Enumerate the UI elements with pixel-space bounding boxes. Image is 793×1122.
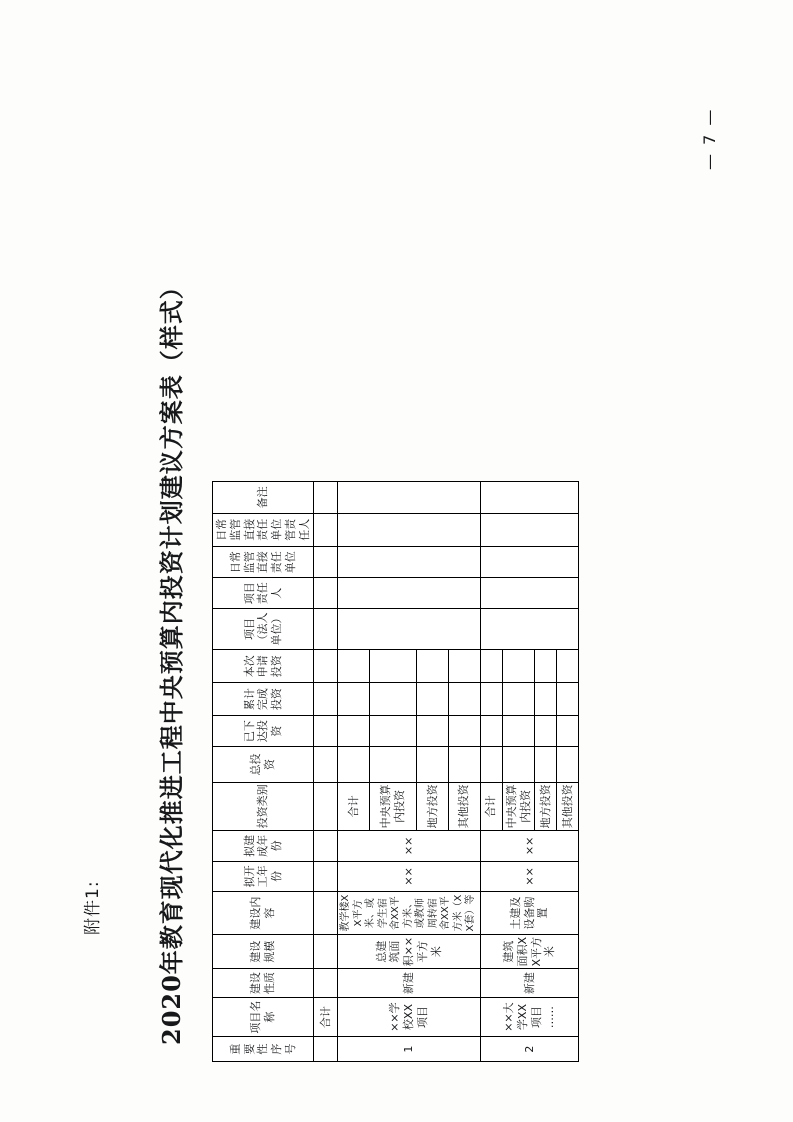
col-header-cumulative-completed: 累计完成投资 <box>213 683 314 715</box>
attachment-label: 附件1: <box>83 880 103 935</box>
row-total-investment <box>535 747 557 782</box>
row-daily-supervision-unit <box>480 546 579 577</box>
col-header-total-investment: 总投资 <box>213 747 314 782</box>
row-investment-type: 其他投资 <box>557 782 579 831</box>
col-header-project-legal-entity: 项目（法人单位） <box>213 609 314 650</box>
row-current-application <box>338 650 370 683</box>
table-row-total <box>314 482 338 1062</box>
row-daily-supervision-person <box>338 513 481 546</box>
total-seq <box>314 1037 338 1062</box>
row-cumulative-completed <box>338 683 370 715</box>
row-investment-type: 其他投资 <box>448 782 480 831</box>
row-project-manager <box>480 578 579 609</box>
col-header-planned-finish-year: 拟建成年份 <box>213 831 314 862</box>
col-header-current-application: 本次申请投资 <box>213 650 314 683</box>
total-sup-person <box>314 513 338 546</box>
col-header-construction-scale: 建设规模 <box>213 935 314 969</box>
row-seq: 1 <box>338 1037 481 1062</box>
row-project-legal-entity <box>338 609 481 650</box>
row-issued-investment <box>502 715 535 746</box>
col-header-planned-start-year: 拟开工年份 <box>213 861 314 892</box>
col-header-project-name: 项目名称 <box>213 997 314 1036</box>
row-issued-investment <box>417 715 449 746</box>
row-issued-investment <box>370 715 417 746</box>
col-header-seq: 重要性序号 <box>213 1037 314 1062</box>
row-investment-type: 中央预算内投资 <box>370 782 417 831</box>
total-nature <box>314 969 338 998</box>
row-issued-investment <box>535 715 557 746</box>
row-construction-scale: 总建筑面积××平方米 <box>338 935 481 969</box>
total-finish <box>314 831 338 862</box>
row-planned-finish-year: ×× <box>480 831 579 862</box>
table-row <box>338 482 370 1062</box>
row-total-investment <box>338 747 370 782</box>
col-header-project-manager: 项目责任人 <box>213 578 314 609</box>
row-daily-supervision-unit <box>338 546 481 577</box>
row-current-application <box>370 650 417 683</box>
row-issued-investment <box>448 715 480 746</box>
row-investment-type: 中央预算内投资 <box>502 782 535 831</box>
row-cumulative-completed <box>502 683 535 715</box>
row-current-application <box>535 650 557 683</box>
total-cumulative <box>314 683 338 715</box>
row-project-manager <box>338 578 481 609</box>
row-investment-type: 合计 <box>338 782 370 831</box>
total-start <box>314 861 338 892</box>
table-row <box>480 482 502 1062</box>
total-content <box>314 892 338 935</box>
row-investment-type: 地方投资 <box>417 782 449 831</box>
col-header-remark: 备注 <box>213 482 314 514</box>
row-construction-scale: 建筑面积XX平方米 <box>480 935 579 969</box>
row-current-application <box>417 650 449 683</box>
row-construction-nature: 新建 <box>338 969 481 998</box>
row-investment-type: 合计 <box>480 782 502 831</box>
row-project-name: ××大学XX项目 …… <box>480 997 579 1036</box>
row-planned-start-year: ×× <box>480 861 579 892</box>
row-remark <box>480 482 579 514</box>
total-scale <box>314 935 338 969</box>
row-cumulative-completed <box>557 683 579 715</box>
total-investment-type <box>314 782 338 831</box>
row-cumulative-completed <box>417 683 449 715</box>
row-total-investment <box>502 747 535 782</box>
row-cumulative-completed <box>370 683 417 715</box>
total-legal <box>314 609 338 650</box>
row-current-application <box>448 650 480 683</box>
total-issued <box>314 715 338 746</box>
row-remark <box>338 482 481 514</box>
col-header-construction-nature: 建设性质 <box>213 969 314 998</box>
row-investment-type: 地方投资 <box>535 782 557 831</box>
row-issued-investment <box>557 715 579 746</box>
row-current-application <box>502 650 535 683</box>
row-cumulative-completed <box>535 683 557 715</box>
total-sup-unit <box>314 546 338 577</box>
row-issued-investment <box>338 715 370 746</box>
col-header-daily-supervision-unit: 日常监管直接责任单位 <box>213 546 314 577</box>
total-total-investment <box>314 747 338 782</box>
row-cumulative-completed <box>448 683 480 715</box>
row-total-investment <box>417 747 449 782</box>
table-header-row <box>213 482 314 1062</box>
total-apply <box>314 650 338 683</box>
row-total-investment <box>448 747 480 782</box>
plan-table-wrapper <box>212 481 579 1062</box>
row-seq: 2 <box>480 1037 579 1062</box>
row-planned-start-year: ×× <box>338 861 481 892</box>
row-construction-content: 教学楼XX平方米、或学生宿舍XX平方米、或教师周转宿舍XX平方米（XX套）等 <box>338 892 481 935</box>
row-current-application <box>480 650 502 683</box>
row-total-investment <box>480 747 502 782</box>
page-title: 2020年教育现代化推进工程中央预算内投资计划建议方案表（样式） <box>157 274 186 1045</box>
col-header-construction-content: 建设内容 <box>213 892 314 935</box>
row-project-legal-entity <box>480 609 579 650</box>
row-daily-supervision-person <box>480 513 579 546</box>
row-construction-content: 土建及设备购置 <box>480 892 579 935</box>
col-header-investment-type: 投资类别 <box>213 782 314 831</box>
row-planned-finish-year: ×× <box>338 831 481 862</box>
investment-plan-table <box>212 481 579 1062</box>
col-header-issued-investment: 已下达投资 <box>213 715 314 746</box>
total-label: 合计 <box>314 997 338 1036</box>
row-project-name: ××学校XX项目 <box>338 997 481 1036</box>
total-remark <box>314 482 338 514</box>
row-cumulative-completed <box>480 683 502 715</box>
total-pm <box>314 578 338 609</box>
row-issued-investment <box>480 715 502 746</box>
row-construction-nature: 新建 <box>480 969 579 998</box>
row-current-application <box>557 650 579 683</box>
page-number: — 7 — <box>700 107 719 170</box>
row-total-investment <box>557 747 579 782</box>
row-total-investment <box>370 747 417 782</box>
col-header-daily-supervision-person: 日常监管直接责任单位管责任人 <box>213 513 314 546</box>
